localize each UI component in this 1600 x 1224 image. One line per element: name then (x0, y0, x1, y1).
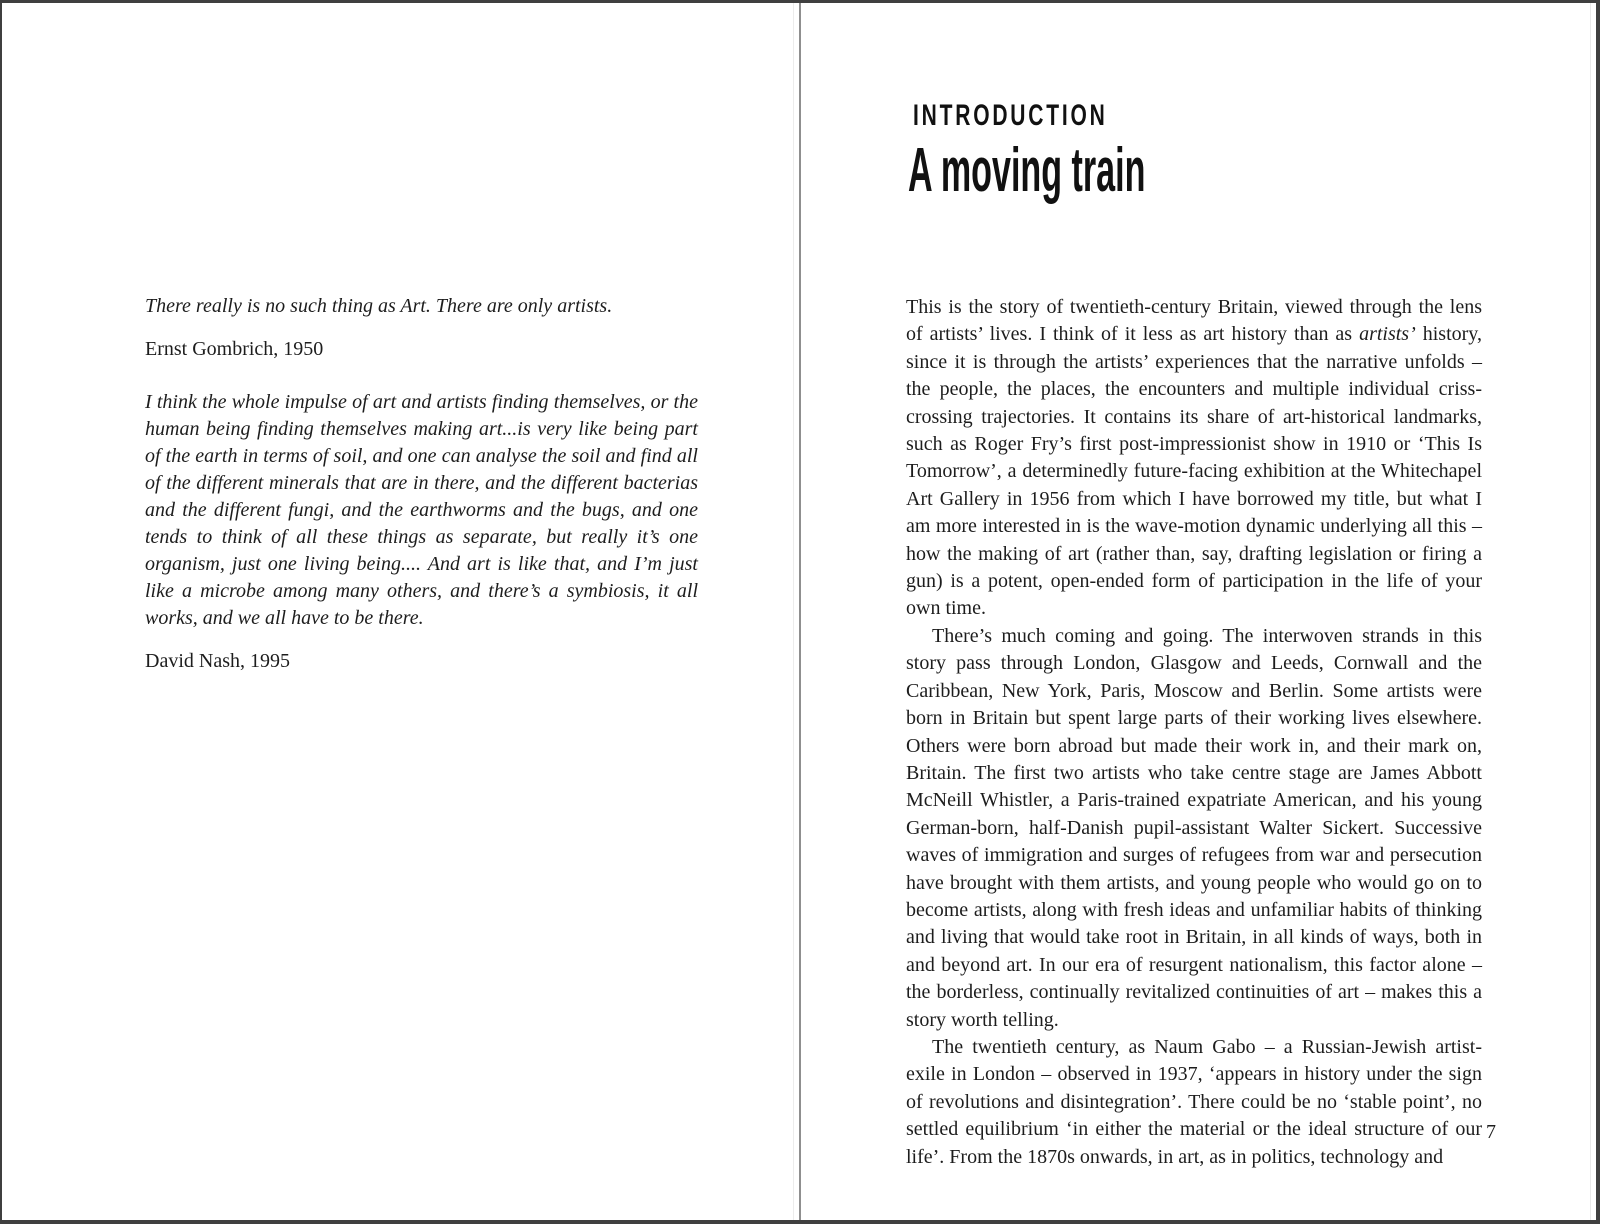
body-segment: There’s much coming and going. The interwoven strands in this story pass through London, Glasgow and Leeds, Cornwall and the Caribbean, New York, Paris, Moscow and Berlin. Some artists were born in Britain but spent large parts of their working lives elsewhere. Others were born abroad but made their work in, and their mark on, Britain. The first two artists who take centre stage are James Abbott McNeill Whistler, a Paris-trained expatriate American, and his young German-born, half-Danish pupil-assistant Walter Sickert. Successive waves of immigration and surges of refugees from war and persecution have brought with them artists, and young people who would go on to become artists, along with fresh ideas and unfamiliar habits of thinking and living that would take root in Britain, in all kinds of ways, both in and beyond art. In our era of resurgent nationalism, this factor alone – the borderless, continually revitalized continuities of art – makes this a story worth telling. (906, 624, 1482, 1031)
chapter-kicker: INTRODUCTION (913, 99, 1108, 132)
body-text (906, 294, 1482, 1171)
page-number: 7 (1486, 1121, 1496, 1143)
page-divider (799, 0, 801, 1224)
body-paragraph (906, 623, 1482, 1034)
page-right (801, 3, 1596, 1220)
body-paragraph (906, 1034, 1482, 1171)
epigraph-block (145, 293, 698, 675)
epigraph-quote-nash: I think the whole impulse of art and artists finding themselves, or the human being finding themselves making art...is very like being part of the earth in terms of soil, and one can analyse the soil and find all of the different minerals that are in there, and the different bacterias and the different fungi, and the earthworms and the bugs, and one tends to think of all these things as separate, but really it’s one organism, just one living being.... And art is like that, and I’m just like a microbe among many others, and there’s a symbiosis, it all works, and we all have to be there. (145, 391, 698, 629)
body-segment: The twentieth century, as Naum Gabo – a Russian-Jewish artist-exile in London – observed in 1937, ‘appears in history under the sign of revolutions and disintegration’. There could be no ‘stable point’, no settled equilibrium ‘in either the material or the ideal structure of our life’. From the 1870s onwards, in art, as in politics, technology and (906, 1035, 1482, 1168)
page-left (2, 3, 799, 1220)
frame-edge-right (1596, 0, 1600, 1224)
gutter-shade (793, 3, 794, 1220)
epigraph-attribution-nash: David Nash, 1995 (145, 650, 290, 672)
epigraph-quote-gombrich: There really is no such thing as Art. There are only artists. (145, 295, 613, 317)
frame-edge-left (0, 0, 2, 1224)
epigraph-attribution-gombrich: Ernst Gombrich, 1950 (145, 338, 324, 360)
body-segment-italic: artists’ (1359, 323, 1416, 346)
frame-edge-top (0, 0, 1600, 3)
chapter-title: A moving train (908, 136, 1146, 205)
page-edge-hairline (1590, 3, 1591, 1220)
body-segment: This is the story of twentieth-century Britain, viewed through the lens of artists’ lives. I think of it less as art history than as (906, 296, 1482, 346)
frame-edge-bottom (0, 1220, 1600, 1224)
body-segment: history, since it is through the artists’ experiences that the narrative unfolds – the people, the places, the encounters and multiple individual criss-crossing trajectories. It contains its share of art-historical landmarks, such as Roger Fry’s first post-impressionist show in 1910 or ‘This Is Tomorrow’, a determinedly future-facing exhibition at the Whitechapel Art Gallery in 1956 from which I have borrowed my title, but what I am more interested in is the wave-motion dynamic underlying all this – how the making of art (rather than, say, drafting legislation or firing a gun) is a potent, open-ended form of participation in the life of your own time. (906, 323, 1482, 620)
body-paragraph (906, 294, 1482, 623)
epigraph-gap (145, 363, 698, 389)
